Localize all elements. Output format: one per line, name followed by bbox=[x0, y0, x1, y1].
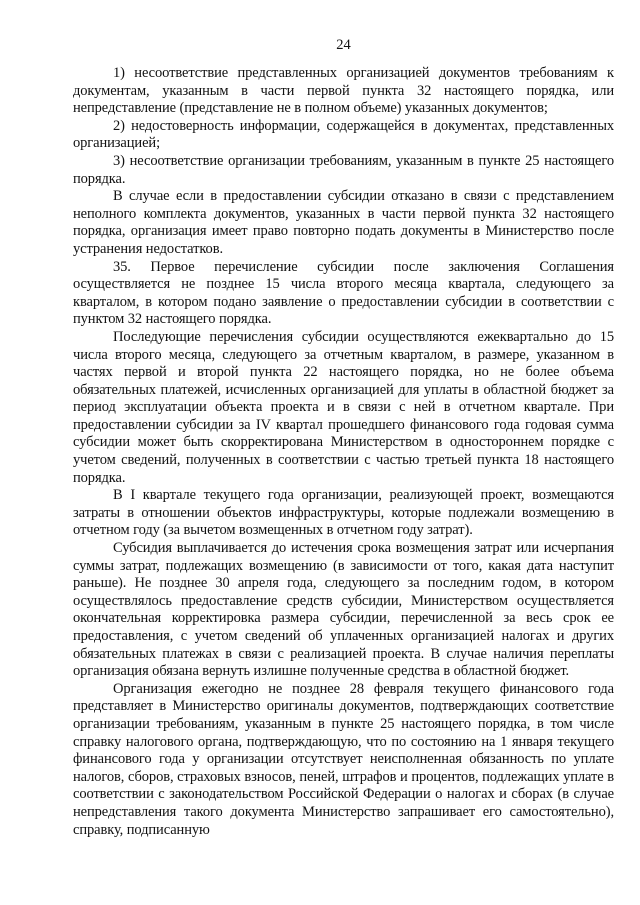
paragraph: Последующие перечисления субсидии осуществляются ежеквартально до 15 числа второго месяца, следующего за отчетным кварталом, в размере, указанном в частях первой и второй пункта 22 настоящего порядка, но не более объема обязательных платежей, исчисленных организацией для уплаты в областной бюджет за период эксплуатации объекта проекта и в связи с ней в отчетном квартале. При предоставлении субсидии за IV квартал прошедшего финансового года годовая сумма субсидии может быть скорректирована Министерством в одностороннем порядке с учетом сведений, полученных в соответствии с частью третьей пункта 18 настоящего порядка. bbox=[73, 328, 614, 486]
page-number: 24 bbox=[336, 37, 351, 53]
paragraph: В I квартале текущего года организации, реализующей проект, возмещаются затраты в отношении объектов инфраструктуры, которые подлежали возмещению в отчетном году (за вычетом возмещенных в отчетном году затрат). bbox=[73, 487, 614, 539]
paragraph: 2) недостоверность информации, содержащейся в документах, представленных организацией; bbox=[73, 117, 614, 152]
paragraph: В случае если в предоставлении субсидии отказано в связи с представлением неполного комплекта документов, указанных в части первой пункта 32 настоящего порядка, организация имеет право повторно подать документы в Министерство после устранения недостатков. bbox=[73, 188, 614, 257]
document-body bbox=[73, 65, 614, 839]
paragraph: Субсидия выплачивается до истечения срока возмещения затрат или исчерпания суммы затрат, подлежащих возмещению (в зависимости от того, какая дата наступит раньше). Не позднее 30 апреля года, следующего за последним годом, в котором осуществлялось предоставление средств субсидии, Министерством осуществляется окончательная корректировка размера субсидии, перечисленной за весь срок ее предоставления, с учетом сведений об уплаченных организацией налогах и других обязательных платежах в связи с реализацией проекта. В случае наличия переплаты организация обязана вернуть излишне полученные средства в областной бюджет. bbox=[73, 540, 614, 680]
paragraph: 3) несоответствие организации требованиям, указанным в пункте 25 настоящего порядка. bbox=[73, 152, 614, 187]
paragraph: 1) несоответствие представленных организацией документов требованиям к документам, указанным в части первой пункта 32 настоящего порядка, или непредставление (представление не в полном объеме) указанных документов; bbox=[73, 65, 614, 117]
paragraph: 35. Первое перечисление субсидии после заключения Соглашения осуществляется не позднее 15 числа второго месяца квартала, следующего за кварталом, в котором подано заявление о предоставлении субсидии в соответствии с пунктом 32 настоящего порядка. bbox=[73, 258, 614, 328]
paragraph: Организация ежегодно не позднее 28 февраля текущего финансового года представляет в Министерство оригиналы документов, подтверждающих соответствие организации требованиям, указанным в пункте 25 настоящего порядка, в том числе справку налогового органа, подтверждающую, что по состоянию на 1 января текущего финансового года у организации отсутствует неисполненная обязанность по уплате налогов, сборов, страховых взносов, пеней, штрафов и процентов, подлежащих уплате в соответствии с законодательством Российской Федерации о налогах и сборах (в случае непредставления такого документа Министерство запрашивает его самостоятельно), справку, подписанную bbox=[73, 680, 614, 838]
